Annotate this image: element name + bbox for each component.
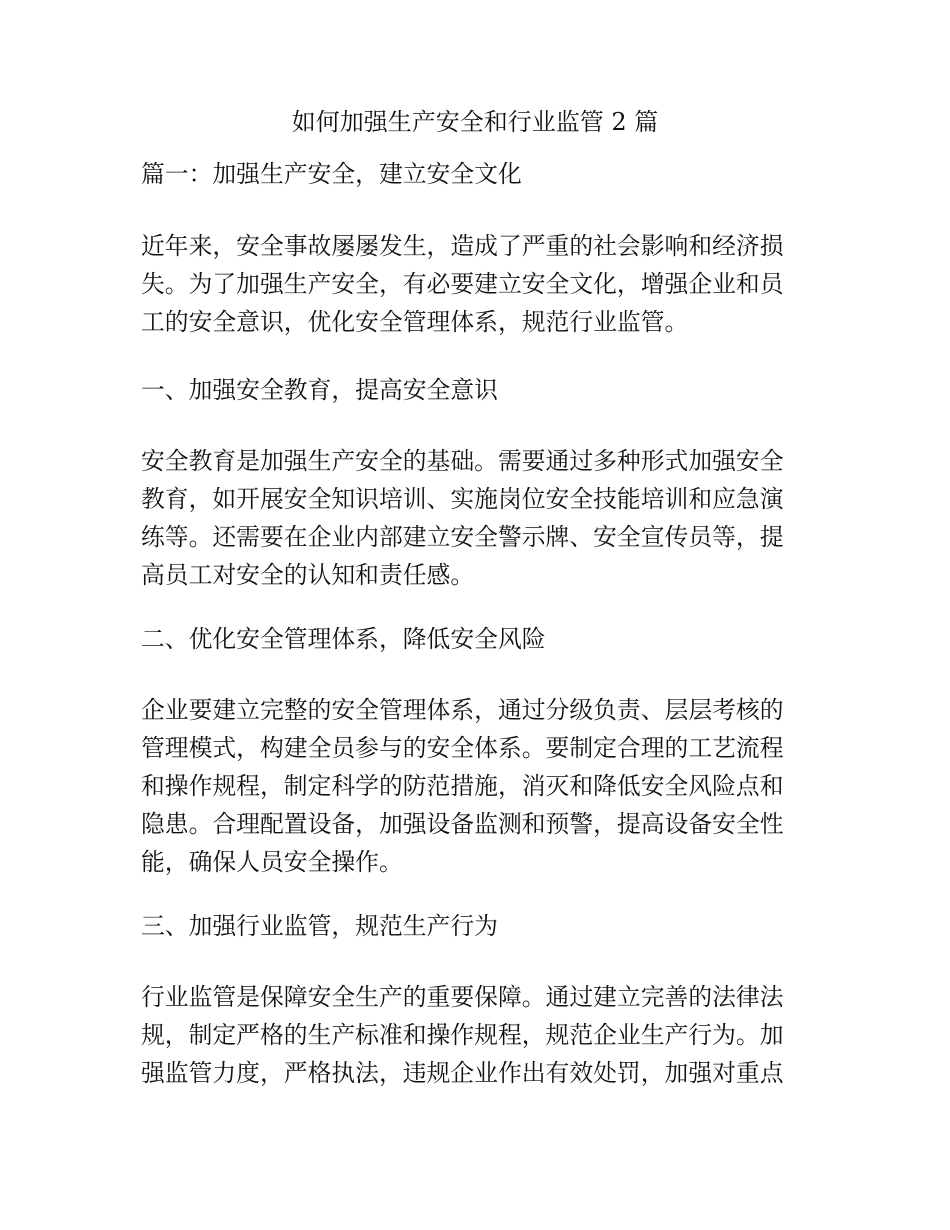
paragraph-line: 高员工对安全的认知和责任感。 (141, 561, 475, 589)
paragraph-line: 规，制定严格的生产标准和操作规程，规范企业生产行为。加 (141, 1021, 784, 1049)
paragraph-line: 能，确保人员安全操作。 (141, 848, 403, 876)
section2-heading (141, 620, 813, 658)
paragraph-line: 管理模式，构建全员参与的安全体系。要制定合理的工艺流程 (141, 734, 784, 762)
paragraph-line: 行业监管是保障安全生产的重要保障。通过建立完善的法律法 (141, 983, 784, 1011)
paragraph-line: 失。为了加强生产安全，有必要建立安全文化，增强企业和员 (141, 270, 784, 298)
section1-heading (141, 371, 813, 409)
section2-heading-text: 二、优化安全管理体系，降低安全风险 (141, 625, 546, 653)
article-heading (141, 155, 813, 193)
paragraph-line: 隐患。合理配置设备，加强设备监测和预警，提高设备安全性 (141, 810, 784, 838)
paragraph-line: 企业要建立完整的安全管理体系，通过分级负责、层层考核的 (141, 696, 784, 724)
section1-heading-text: 一、加强安全教育，提高安全意识 (141, 376, 498, 404)
document-title: 如何加强生产安全和行业监管 2 篇 (291, 108, 659, 136)
paragraph-line: 近年来，安全事故屡屡发生，造成了严重的社会影响和经济损 (141, 232, 784, 260)
paragraph-line: 工的安全意识，优化安全管理体系，规范行业监管。 (141, 308, 689, 336)
section3-heading-text: 三、加强行业监管，规范生产行为 (141, 912, 498, 940)
section3-paragraph (141, 978, 813, 1092)
paragraph-line: 和操作规程，制定科学的防范措施，消灭和降低安全风险点和 (141, 772, 784, 800)
paragraph-line: 练等。还需要在企业内部建立安全警示牌、安全宣传员等，提 (141, 523, 784, 551)
paragraph-line: 安全教育是加强生产安全的基础。需要通过多种形式加强安全 (141, 447, 784, 475)
paragraph-line: 教育，如开展安全知识培训、实施岗位安全技能培训和应急演 (141, 485, 784, 513)
article-heading-text: 篇一：加强生产安全，建立安全文化 (141, 160, 522, 188)
paragraph-line: 强监管力度，严格执法，违规企业作出有效处罚，加强对重点 (141, 1059, 784, 1087)
intro-paragraph (141, 227, 813, 341)
section1-paragraph (141, 442, 813, 594)
section2-paragraph (141, 691, 813, 881)
section3-heading (141, 907, 813, 945)
